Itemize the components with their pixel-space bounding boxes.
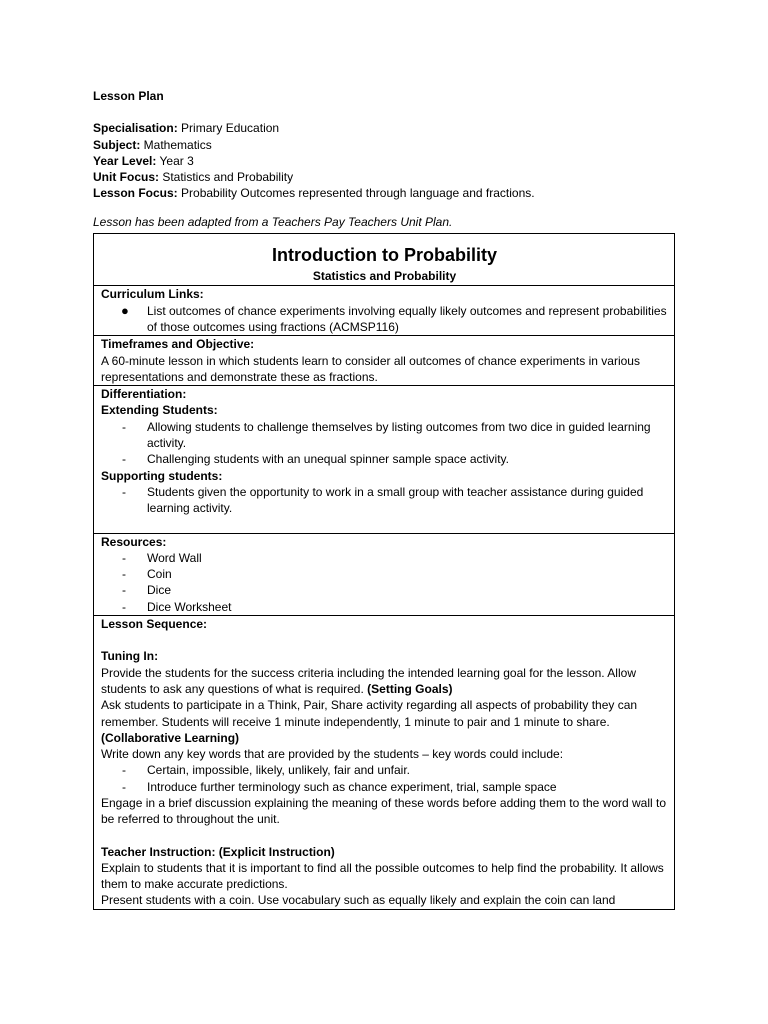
meta-lesson-focus: [93, 185, 675, 201]
sequence-paragraph: Provide the students for the success criteria including the intended learning goal for the lesson. Allow students to ask any questions of what is required. (Setting Goals): [101, 665, 636, 696]
timeframes-heading: Timeframes and Objective:: [101, 337, 255, 352]
strategy-tag: (Setting Goals): [367, 681, 453, 696]
dash-icon: -: [122, 583, 126, 598]
meta-label: Unit Focus:: [93, 170, 159, 185]
sequence-heading: Lesson Sequence:: [101, 617, 208, 632]
list-item: - Certain, impossible, likely, unlikely, fair and unfair.: [122, 763, 411, 778]
sequence-paragraph: Write down any key words that are provided by the students – key words could include:: [101, 747, 564, 762]
adaptation-note: Lesson has been adapted from a Teachers Pay Teachers Unit Plan.: [93, 214, 453, 229]
timeframes-text: A 60-minute lesson in which students learn to consider all outcomes of chance experiments in various representations and demonstrate these as fractions.: [101, 353, 640, 384]
differentiation-heading: Differentiation:: [101, 387, 187, 402]
timeframes-cell: [94, 336, 674, 386]
list-item: - Coin: [122, 567, 172, 582]
list-item: - Dice: [122, 583, 172, 598]
sequence-paragraph: Present students with a coin. Use vocabulary such as equally likely and explain the coin can land: [101, 893, 616, 908]
resources-list: [101, 550, 668, 615]
dash-icon: -: [122, 599, 126, 614]
meta-year-level: [93, 153, 675, 169]
sequence-paragraph: Engage in a brief discussion explaining the meaning of these words before adding them to the word wall to be referred to throughout the unit.: [101, 795, 667, 827]
meta-label: Subject:: [93, 137, 141, 152]
meta-subject: [93, 137, 675, 153]
differentiation-cell: [94, 386, 674, 533]
meta-value: Mathematics: [140, 137, 212, 152]
dash-icon: -: [122, 567, 126, 582]
dash-icon: -: [122, 779, 126, 794]
lesson-plan-table: [93, 233, 675, 910]
list-item: - Dice Worksheet: [122, 599, 232, 614]
lesson-plan-page: [93, 88, 675, 910]
teacher-instruction-heading: Teacher Instruction: (Explicit Instruction): [101, 844, 335, 859]
supporting-heading: Supporting students:: [101, 468, 223, 483]
lesson-subtitle: Statistics and Probability: [312, 269, 457, 284]
curriculum-links-cell: [94, 286, 674, 336]
extending-list: [101, 419, 668, 468]
list-item: - Allowing students to challenge themselves by listing outcomes from two dice in guided learning activity.: [122, 419, 651, 451]
meta-specialisation: [93, 120, 675, 136]
dash-icon: -: [122, 763, 126, 778]
meta-label: Specialisation:: [93, 121, 178, 136]
sequence-paragraph: Explain to students that it is important to find all the possible outcomes to help find the probability. It allows them to make accurate predictions.: [101, 860, 664, 892]
list-item: ● List outcomes of chance experiments involving equally likely outcomes and represent probabilities of those outcomes using fractions (ACMSP116): [121, 302, 667, 334]
meta-label: Lesson Focus:: [93, 186, 178, 201]
list-item: - Introduce further terminology such as chance experiment, trial, sample space: [122, 779, 557, 794]
lesson-title: Introduction to Probability: [272, 245, 497, 266]
resources-cell: [94, 534, 674, 616]
curriculum-list: [101, 303, 668, 336]
supporting-list: [101, 484, 668, 517]
strategy-tag: (Collaborative Learning): [101, 730, 240, 745]
dash-icon: -: [122, 419, 126, 434]
meta-value: Statistics and Probability: [159, 170, 294, 185]
list-item: - Word Wall: [122, 550, 202, 565]
extending-heading: Extending Students:: [101, 403, 218, 418]
bullet-icon: ●: [121, 302, 129, 318]
meta-label: Year Level:: [93, 153, 157, 168]
table-title-cell: [94, 234, 674, 286]
resources-heading: Resources:: [101, 534, 167, 549]
dash-icon: -: [122, 484, 126, 499]
keyword-list: [101, 762, 668, 795]
curriculum-heading: Curriculum Links:: [101, 287, 204, 302]
list-item: - Challenging students with an unequal spinner sample space activity.: [122, 452, 509, 467]
meta-value: Probability Outcomes represented through language and fractions.: [177, 186, 535, 201]
tuning-in-heading: Tuning In:: [101, 649, 159, 664]
meta-unit-focus: [93, 169, 675, 185]
meta-value: Primary Education: [177, 121, 280, 136]
dash-icon: -: [122, 550, 126, 565]
dash-icon: -: [122, 452, 126, 467]
sequence-paragraph: Ask students to participate in a Think, Pair, Share activity regarding all aspects of probability they can remember. Students will receive 1 minute independently, 1 minute to pair and 1 minute to share. (Collaborative Learning): [101, 698, 638, 745]
document-title: Lesson Plan: [93, 89, 164, 103]
lesson-sequence-cell: [94, 616, 674, 909]
meta-value: Year 3: [156, 153, 194, 168]
list-item: - Students given the opportunity to work in a small group with teacher assistance during guided learning activity.: [122, 484, 644, 516]
